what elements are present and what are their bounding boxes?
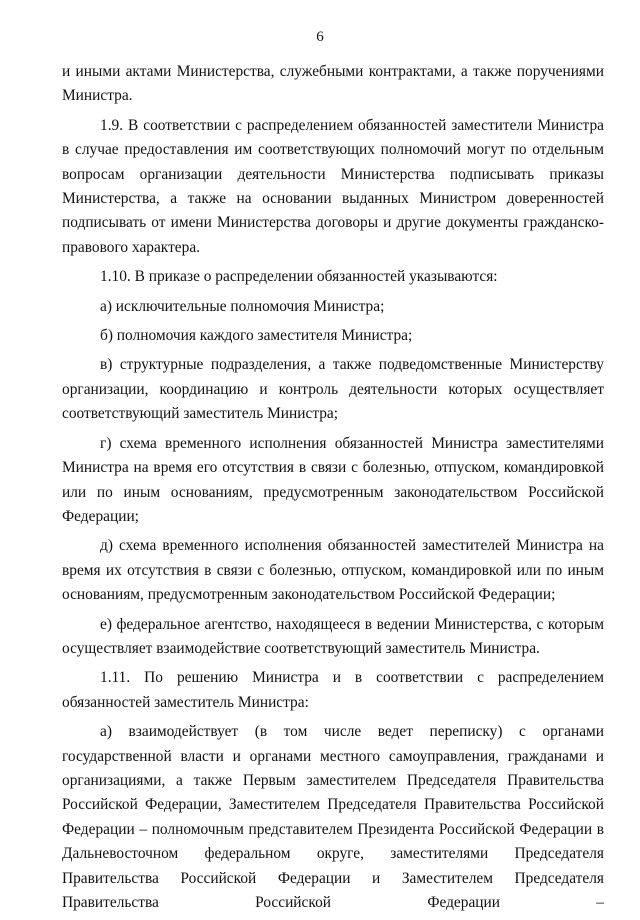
paragraph-continuation: и иными актами Министерства, служебными контрактами, а также поручениями Министра.	[62, 63, 604, 105]
list-item-1-11-a: а) взаимодействует (в том числе ведет переписку) с органами государственной власти и органами местного самоуправления, гражданами и организациями, а также Первым заместителем Председателя Правительства Российской Федерации, Заместителем Председателя Правительства Российской Федерации – полномочным представителем Президента Российской Федерации в Дальневосточном федеральном округе, заместителями Председателя Правительства Российской Федерации и Заместителем Председателя Правительства Российской Федерации –	[62, 723, 604, 911]
list-item-e: е) федеральное агентство, находящееся в ведении Министерства, с которым осуществляет взаимодействие соответствующий заместитель Министра.	[62, 615, 604, 657]
paragraph-1-9: 1.9. В соответствии с распределением обязанностей заместители Министра в случае предоставления им соответствующих полномочий могут по отдельным вопросам организации деятельности Министерства подписывать приказы Министерства, а также на основании выданных Министром доверенностей подписывать от имени Министерства договоры и другие документы гражданско-правового характера.	[62, 116, 604, 256]
list-item-v: в) структурные подразделения, а также подведомственные Министерству организации, координацию и контроль деятельности которых осуществляет соответствующий заместитель Министра;	[62, 356, 604, 423]
list-item-b: б) полномочия каждого заместителя Министра;	[100, 327, 413, 345]
paragraph-1-11: 1.11. По решению Министра и в соответствии с распределением обязанностей заместитель Министра:	[62, 669, 604, 711]
page-number: 6	[316, 29, 324, 45]
document-body	[62, 60, 604, 920]
paragraph-1-10: 1.10. В приказе о распределении обязанностей указываются:	[100, 268, 498, 286]
list-item-a: а) исключительные полномочия Министра;	[100, 297, 385, 315]
list-item-d: д) схема временного исполнения обязанностей заместителей Министра на время их отсутствия в связи с болезнью, отпуском, командировкой или по иным основаниям, предусмотренным законодательством Российской Федерации;	[62, 537, 604, 604]
list-item-g: г) схема временного исполнения обязанностей Министра заместителями Министра на время его отсутствия в связи с болезнью, отпуском, командировкой или по иным основаниям, предусмотренным законодательством Российской Федерации;	[62, 434, 604, 525]
